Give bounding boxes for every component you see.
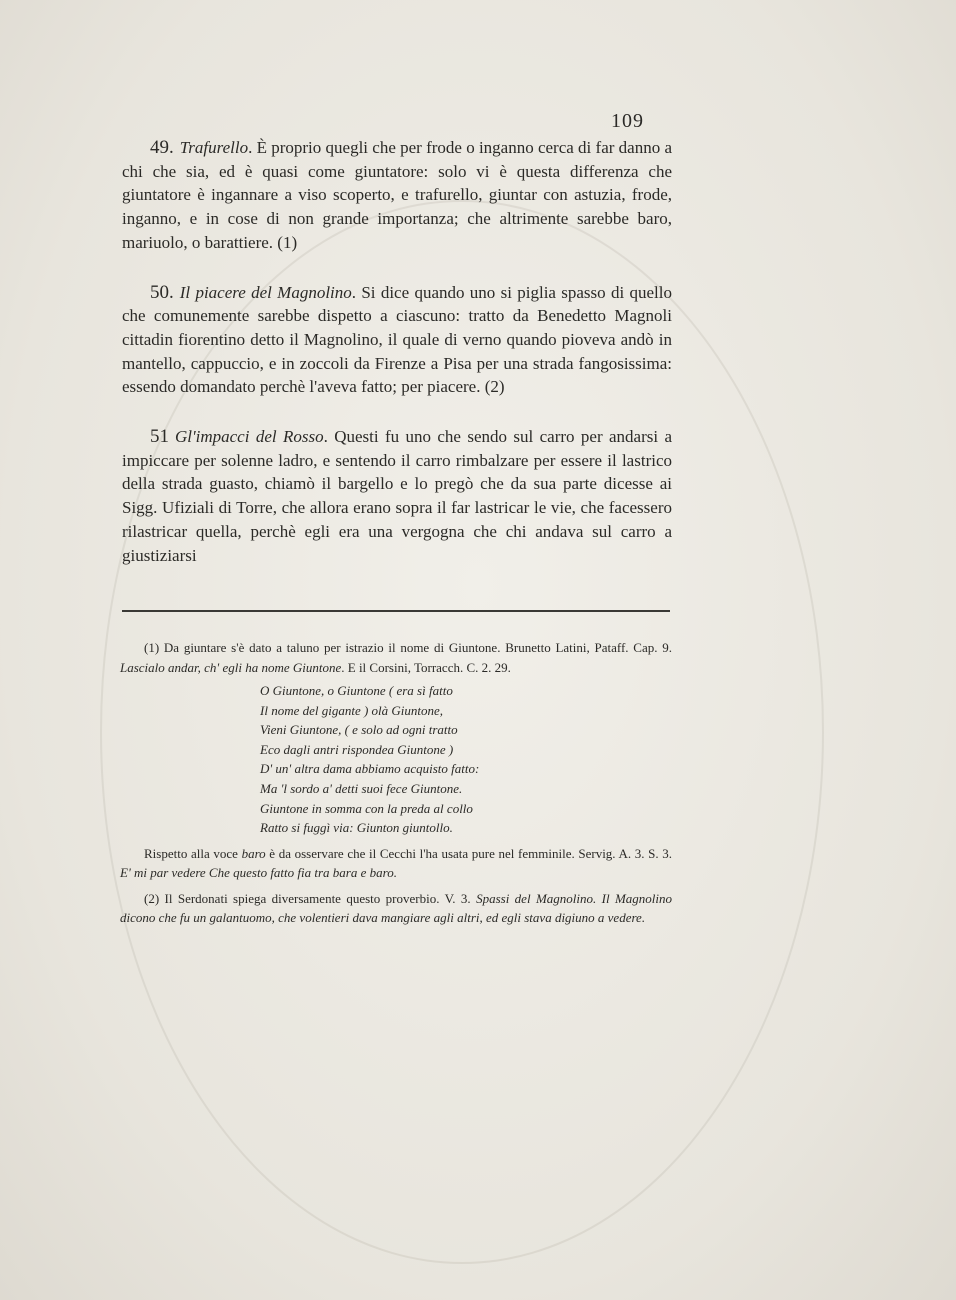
- verse-line: D' un' altra dama abbiamo acquisto fatto:: [260, 761, 480, 777]
- footnote-1-intro: (1) Da giuntare s'è dato a taluno per istrazio il nome di Giuntone. Brunetto Latini, Pataff. Cap. 9.: [144, 640, 672, 655]
- footnote-verse: [260, 681, 672, 838]
- entry-number: 51: [150, 426, 169, 448]
- footnote-1-after: . E il Corsini, Torracch. C. 2. 29.: [341, 659, 511, 675]
- entry-51: [122, 425, 672, 567]
- entry-title: Gl'impacci del Rosso: [175, 427, 324, 447]
- verse-line: Il nome del gigante ) olà Giuntone,: [260, 702, 444, 718]
- entry-text: . Questi fu uno che sendo sul carro per andarsi a impiccare per solenne ladro, e sentendo il carro rimbalzare per essere il lastrico della strada guasto, chiamò il bargello e lo pregò che da sua parte dicesse ai Sigg. Ufiziali di Torre, che allora erano sopra il far lastricar le vie, che facessero rilastricar quella, perchè egli era una vergogna che chi andava sul carro a giustiziarsi: [122, 427, 672, 565]
- footnote-divider: [122, 610, 670, 612]
- rispetto-quote: E' mi par vedere Che questo fatto fia tra bara e baro.: [120, 865, 397, 881]
- entry-number: 50.: [150, 281, 174, 303]
- footnote-1-rispetto: [120, 844, 672, 883]
- verse-line: Eco dagli antri rispondea Giuntone ): [260, 741, 454, 757]
- entry-50: [122, 281, 672, 400]
- entry-text: . È proprio quegli che per frode o inganno cerca di far danno a chi che sia, ed è quasi come giuntatore: solo vi è questa differenza che giuntatore è ingannare a viso scoperto, e trafurello, giuntar con astuzia, frode, inganno, e in cose di non grande importanza; che altrimente sarebbe baro, mariuolo, o barattiere. (1): [122, 138, 672, 252]
- entry-49: [122, 136, 672, 255]
- footnote-2-a: (2) Il Serdonati spiega diversamente questo proverbio. V. 3.: [144, 890, 471, 906]
- rispetto-a: Rispetto alla voce: [144, 845, 238, 861]
- footnote-2-quote: Spassi del Magnolino. Il Magnolino dicono che fu un galantuomo, che volentieri dava mangiare agli altri, ed egli stava digiuno a vedere.: [120, 890, 673, 926]
- entry-number: 49.: [150, 137, 174, 158]
- entry-title: Trafurello: [179, 138, 249, 157]
- main-text: [122, 136, 672, 593]
- footnotes: [120, 638, 672, 928]
- footnote-1-quote: Lascialo andar, ch' egli ha nome Giuntone: [120, 659, 342, 675]
- verse-line: Vieni Giuntone, ( e solo ad ogni tratto: [260, 722, 458, 738]
- rispetto-b: è da osservare che il Cecchi l'ha usata pure nel femminile. Servig. A. 3. S. 3.: [269, 845, 673, 861]
- rispetto-baro: baro: [241, 845, 266, 861]
- verse-line: Ratto si fuggì via: Giunton giuntollo.: [260, 820, 453, 836]
- page-number: 109: [611, 110, 644, 132]
- footnote-2: [120, 889, 672, 928]
- verse-line: Giuntone in somma con la preda al collo: [260, 800, 473, 816]
- footnote-1: [120, 638, 672, 677]
- verse-line: O Giuntone, o Giuntone ( era sì fatto: [260, 683, 453, 698]
- entry-title: Il piacere del Magnolino: [179, 282, 352, 302]
- entry-text: . Si dice quando uno si piglia spasso di quello che comunemente sarebbe dispetto a ciascuno: tratto da Benedetto Magnoli cittadin fiorentino detto il Magnolino, il quale di verno quando pioveva andò in mantello, cappuccio, e in zoccoli da Firenze a Pisa per una strada fangosissima: essendo domandato perchè l'aveva fatto; per piacere. (2): [122, 282, 672, 397]
- verse-line: Ma 'l sordo a' detti suoi fece Giuntone.: [260, 780, 463, 796]
